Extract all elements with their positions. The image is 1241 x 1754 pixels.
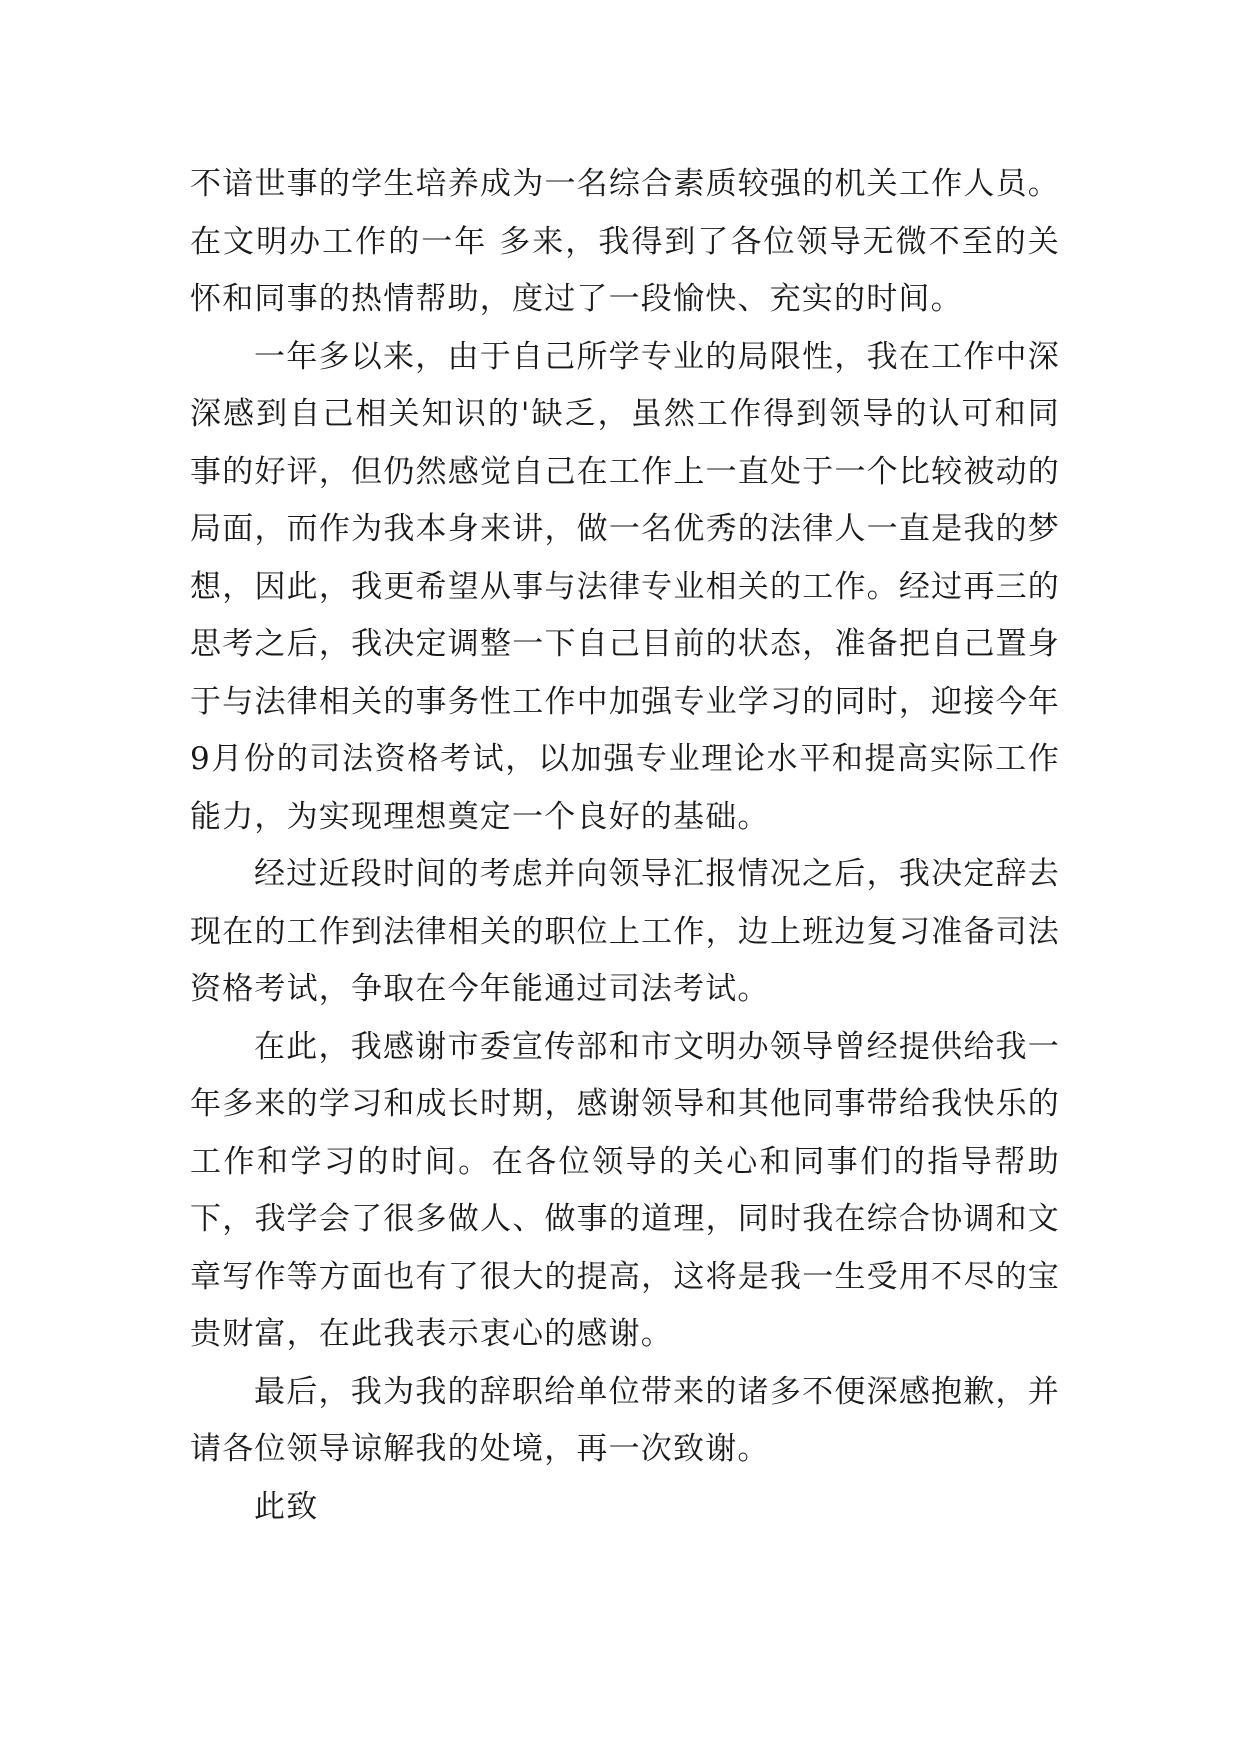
paragraph-5: 最后，我为我的辞职给单位带来的诸多不便深感抱歉，并请各位领导谅解我的处境，再一次致谢。 [190,1373,1060,1467]
paragraph-1: 不谙世事的学生培养成为一名综合素质较强的机关工作人员。在文明办工作的一年 多来，我得到了各位领导无微不至的关怀和同事的热情帮助，度过了一段愉快、充实的时间。 [190,166,1060,317]
document-body [190,156,1060,1536]
paragraph-4: 在此，我感谢市委宣传部和市文明办领导曾经提供给我一年多来的学习和成长时期，感谢领导和其他同事带给我快乐的工作和学习的时间。在各位领导的关心和同事们的指导帮助下，我学会了很多做人、做事的道理，同时我在综合协调和文章写作等方面也有了很大的提高，这将是我一生受用不尽的宝贵财富，在此我表示衷心的感谢。 [190,1028,1060,1352]
closing-salutation: 此致 [254,1488,319,1525]
paragraph-2: 一年多以来，由于自己所学专业的局限性，我在工作中深深感到自己相关知识的'缺乏，虽然工作得到领导的认可和同事的好评，但仍然感觉自己在工作上一直处于一个比较被动的局面，而作为我本身来讲，做一名优秀的法律人一直是我的梦想，因此，我更希望从事与法律专业相关的工作。经过再三的思考之后，我决定调整一下自己目前的状态，准备把自己置身于与法律相关的事务性工作中加强专业学习的同时，迎接今年9月份的司法资格考试，以加强专业理论水平和提高实际工作能力，为实现理想奠定一个良好的基础。 [190,338,1060,835]
paragraph-3: 经过近段时间的考虑并向领导汇报情况之后，我决定辞去现在的工作到法律相关的职位上工作，边上班边复习准备司法资格考试，争取在今年能通过司法考试。 [190,856,1060,1007]
